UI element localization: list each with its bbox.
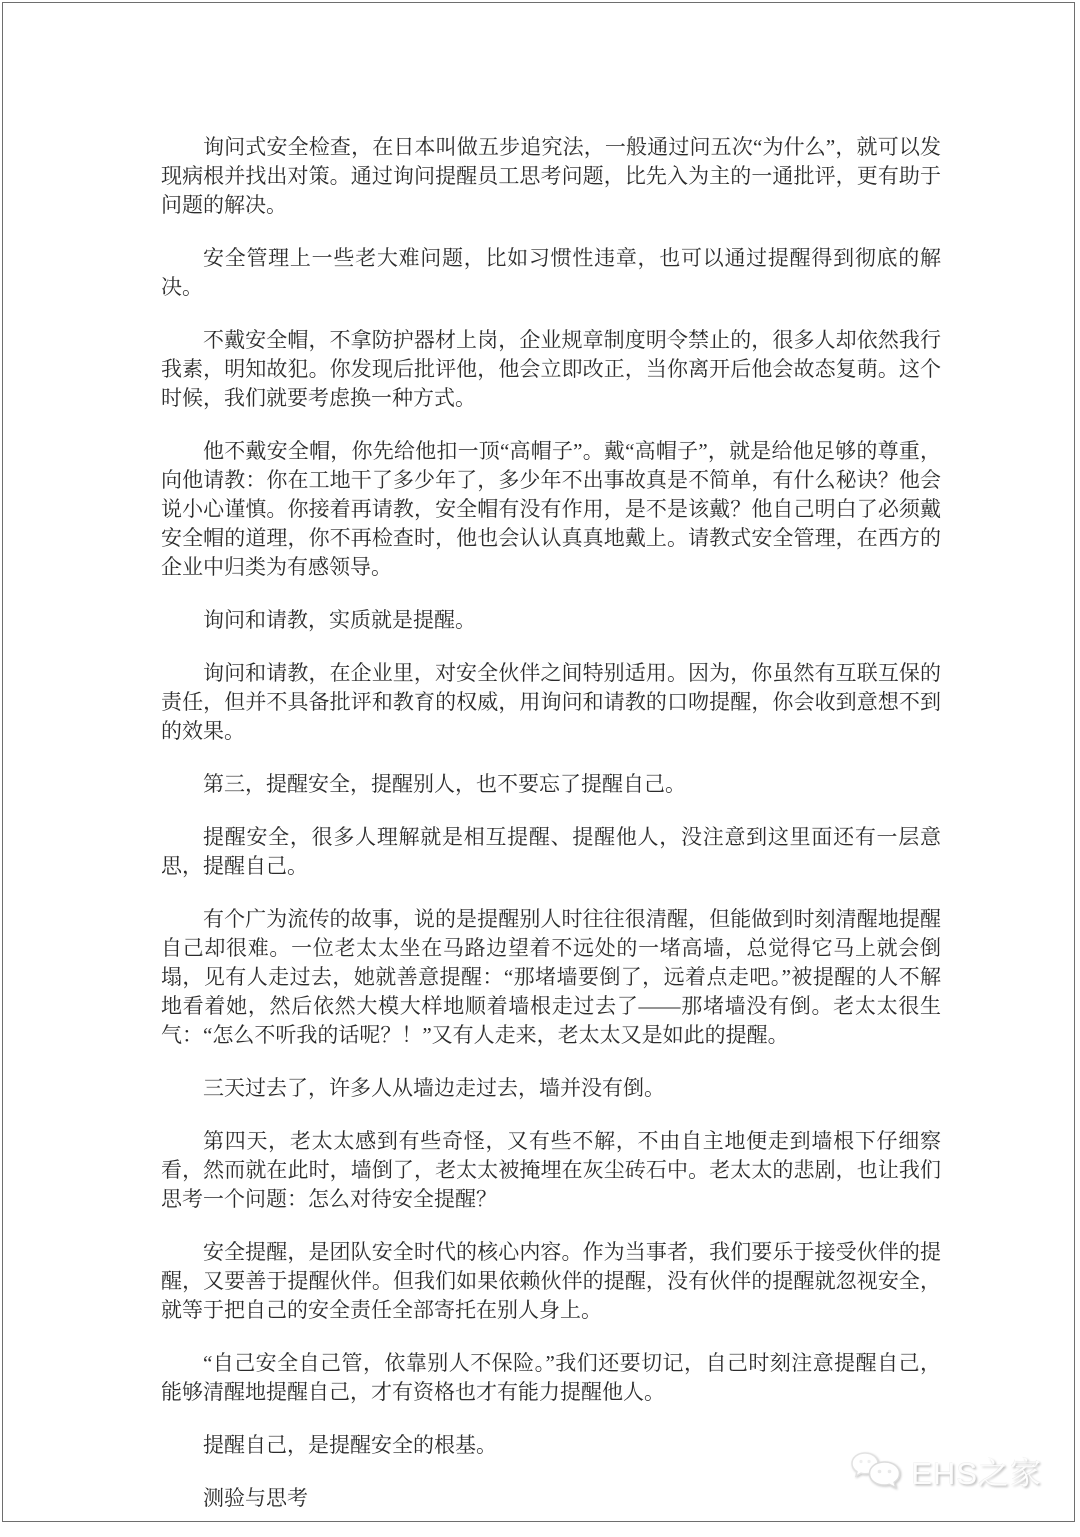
paragraph: 第四天，老太太感到有些奇怪，又有些不解，不由自主地便走到墙根下仔细察看，然而就在此时，墙倒了，老太太被掩埋在灰尘砖石中。老太太的悲剧，也让我们思考一个问题：怎么对待安全提醒？ xyxy=(161,1129,941,1211)
paragraph: 询问和请教，在企业里，对安全伙伴之间特别适用。因为，你虽然有互联互保的责任，但并不具备批评和教育的权威，用询问和请教的口吻提醒，你会收到意想不到的效果。 xyxy=(161,661,941,743)
paragraph: 第三，提醒安全，提醒别人，也不要忘了提醒自己。 xyxy=(203,772,686,796)
wechat-bubbles-icon xyxy=(851,1450,903,1492)
paragraph: 提醒安全，很多人理解就是相互提醒、提醒他人，没注意到这里面还有一层意思，提醒自己。 xyxy=(161,825,941,878)
paragraph: “自己安全自己管，依靠别人不保险。”我们还要切记，自己时刻注意提醒自己，能够清醒地提醒自己，才有资格也才有能力提醒他人。 xyxy=(161,1351,941,1404)
paragraph: 询问和请教，实质就是提醒。 xyxy=(203,608,476,632)
paragraph: 询问式安全检查，在日本叫做五步追究法，一般通过问五次“为什么”，就可以发现病根并找出对策。通过询问提醒员工思考问题，比先入为主的一通批评，更有助于问题的解决。 xyxy=(161,135,941,217)
watermark xyxy=(851,1448,1042,1493)
watermark-label: EHS之家 xyxy=(911,1456,1042,1491)
page-content xyxy=(161,133,941,1537)
paragraph: 测验与思考 xyxy=(203,1486,308,1510)
paragraph: 不戴安全帽，不拿防护器材上岗，企业规章制度明令禁止的，很多人却依然我行我素，明知故犯。你发现后批评他，他会立即改正，当你离开后他会故态复萌。这个时候，我们就要考虑换一种方式。 xyxy=(161,328,941,410)
paragraph: 安全管理上一些老大难问题，比如习惯性违章，也可以通过提醒得到彻底的解决。 xyxy=(161,246,941,299)
paragraph: 三天过去了，许多人从墙边走过去，墙并没有倒。 xyxy=(203,1076,665,1100)
paragraph: 有个广为流传的故事，说的是提醒别人时往往很清醒，但能做到时刻清醒地提醒自己却很难。一位老太太坐在马路边望着不远处的一堵高墙，总觉得它马上就会倒塌，见有人走过去，她就善意提醒：“那堵墙要倒了，远着点走吧。”被提醒的人不解地看着她，然后依然大模大样地顺着墙根走过去了——那堵墙没有倒。老太太很生气：“怎么不听我的话呢？！”又有人走来，老太太又是如此的提醒。 xyxy=(161,907,941,1047)
paragraph: 安全提醒，是团队安全时代的核心内容。作为当事者，我们要乐于接受伙伴的提醒，又要善于提醒伙伴。但我们如果依赖伙伴的提醒，没有伙伴的提醒就忽视安全，就等于把自己的安全责任全部寄托在别人身上。 xyxy=(161,1240,941,1322)
document-page xyxy=(2,2,1075,1522)
paragraph: 提醒自己，是提醒安全的根基。 xyxy=(203,1433,497,1457)
paragraph: 他不戴安全帽，你先给他扣一顶“高帽子”。戴“高帽子”，就是给他足够的尊重，向他请教：你在工地干了多少年了，多少年不出事故真是不简单，有什么秘诀？他会说小心谨慎。你接着再请教，安全帽有没有作用，是不是该戴？他自己明白了必须戴安全帽的道理，你不再检查时，他也会认认真真地戴上。请教式安全管理，在西方的企业中归类为有感领导。 xyxy=(161,439,941,579)
